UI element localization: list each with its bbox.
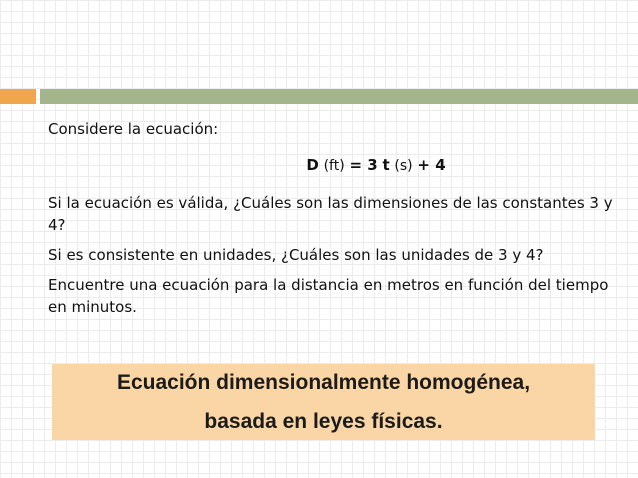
highlight-line-2: basada en leyes físicas.: [204, 410, 443, 433]
equation-t: t: [382, 156, 390, 174]
question-dimensions: Si la ecuación es válida, ¿Cuáles son las dimensiones de las constantes 3 y 4?: [48, 194, 613, 234]
equation-tail: + 4: [417, 156, 446, 174]
slide-content: [48, 118, 614, 318]
equation: [48, 154, 614, 177]
highlight-line-1: Ecuación dimensionalmente homogénea,: [116, 371, 531, 394]
equation-coef: = 3: [349, 156, 378, 174]
accent-bar-right: [40, 89, 638, 104]
intro-text: Considere la ecuación:: [48, 120, 219, 138]
equation-t-unit: (s): [394, 158, 413, 174]
question-conversion: Encuentre una ecuación para la distancia en metros en función del tiempo en minutos.: [48, 276, 609, 316]
accent-bar-left: [0, 89, 36, 104]
equation-d: D: [306, 156, 319, 174]
equation-d-unit: (ft): [323, 158, 345, 174]
highlight-box: [52, 364, 595, 440]
question-units: Si es consistente en unidades, ¿Cuáles son las unidades de 3 y 4?: [48, 246, 544, 264]
